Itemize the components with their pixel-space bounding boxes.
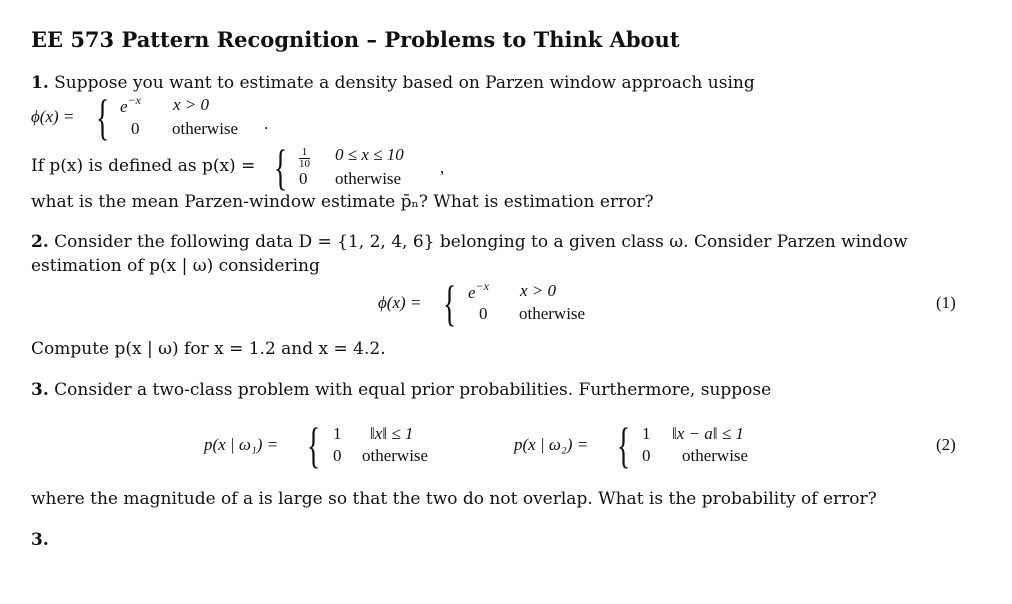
problem-1-p-brace: { [274, 139, 288, 195]
problem-3-left-case2-cond: otherwise [362, 446, 429, 465]
problem-1-phi-case1-val [120, 93, 141, 117]
problem-1-p-end: , [440, 158, 445, 177]
problem-1-phi-case1-base: e [120, 97, 128, 116]
problem-4-number: 3. [31, 530, 49, 550]
problem-3-number: 3. [31, 380, 49, 400]
problem-3-right-case1-val: 1 [642, 424, 651, 443]
problem-1-phi-end: . [264, 114, 269, 133]
problem-1-question: what is the mean Parzen-window estimate p̄ₙ? What is estimation error? [31, 192, 654, 212]
page-title: EE 573 Pattern Recognition – Problems to Think About [31, 27, 680, 52]
problem-1-phi-brace: { [96, 89, 110, 145]
problem-3-right-case2-cond: otherwise [682, 446, 749, 465]
problem-1-phi-case2-val: 0 [131, 119, 140, 138]
problem-3-right-case1-cond: ‖x − a‖ ≤ 1 [672, 424, 744, 443]
problem-1-phi-lhs: ϕ(x) = [31, 107, 75, 126]
equation-number-2: (2) [936, 435, 956, 454]
problem-1-intro-line [31, 73, 755, 93]
problem-1-p-case2-cond: otherwise [335, 169, 402, 188]
problem-2-number: 2. [31, 232, 49, 252]
problem-2-phi-case2-val: 0 [479, 304, 488, 323]
problem-3-left-case1-cond: ‖x‖ ≤ 1 [370, 424, 414, 443]
problem-3-left-case2-val: 0 [333, 446, 342, 465]
problem-2-phi-lhs: ϕ(x) = [378, 293, 422, 312]
problem-2-compute: Compute p(x | ω) for x = 1.2 and x = 4.2. [31, 339, 386, 359]
problem-3-left-brace: { [307, 417, 321, 473]
problem-1-phi-case1-cond: x > 0 [173, 95, 210, 114]
problem-3-right-lhs: p(x | ω₂) = [514, 435, 589, 454]
problem-2-phi-case1-exp: −x [475, 279, 489, 293]
problem-2-phi-case1-val [468, 279, 489, 303]
problem-2-line-1 [31, 232, 908, 252]
problem-1-p-frac-den: 10 [299, 158, 310, 170]
problem-1-p-fraction [299, 147, 310, 170]
problem-3-left-case1-val: 1 [333, 424, 342, 443]
problem-1-phi-case1-exp: −x [127, 93, 141, 107]
problem-2-line-2: estimation of p(x | ω) considering [31, 256, 320, 276]
problem-3-line-1 [31, 380, 771, 400]
problem-3-line-1-text: Consider a two-class problem with equal prior probabilities. Furthermore, suppose [54, 380, 772, 400]
problem-3-right-brace: { [617, 417, 631, 473]
problem-1-if-text: If p(x) is defined as p(x) = [31, 156, 256, 176]
problem-1-p-frac-num: 1 [301, 146, 308, 158]
problem-2-phi-brace: { [443, 275, 457, 331]
problem-1-p-case2-val: 0 [299, 169, 308, 188]
problem-2-phi-case2-cond: otherwise [519, 304, 586, 323]
equation-number-1: (1) [936, 293, 956, 312]
problem-1-p-case1-cond: 0 ≤ x ≤ 10 [335, 145, 404, 164]
problem-3-right-case2-val: 0 [642, 446, 651, 465]
problem-2-phi-case1-cond: x > 0 [520, 281, 557, 300]
problem-3-left-lhs: p(x | ω₁) = [204, 435, 279, 454]
problem-1-phi-case2-cond: otherwise [172, 119, 239, 138]
problem-2-line-1-text: Consider the following data D = {1, 2, 4, 6} belonging to a given class ω. Consider Parzen window [54, 232, 908, 252]
problem-1-intro: Suppose you want to estimate a density based on Parzen window approach using [54, 73, 755, 93]
problem-2-phi-case1-base: e [468, 283, 476, 302]
problem-1-number: 1. [31, 73, 49, 93]
problem-3-closing: where the magnitude of a is large so that the two do not overlap. What is the probability of error? [31, 489, 877, 509]
